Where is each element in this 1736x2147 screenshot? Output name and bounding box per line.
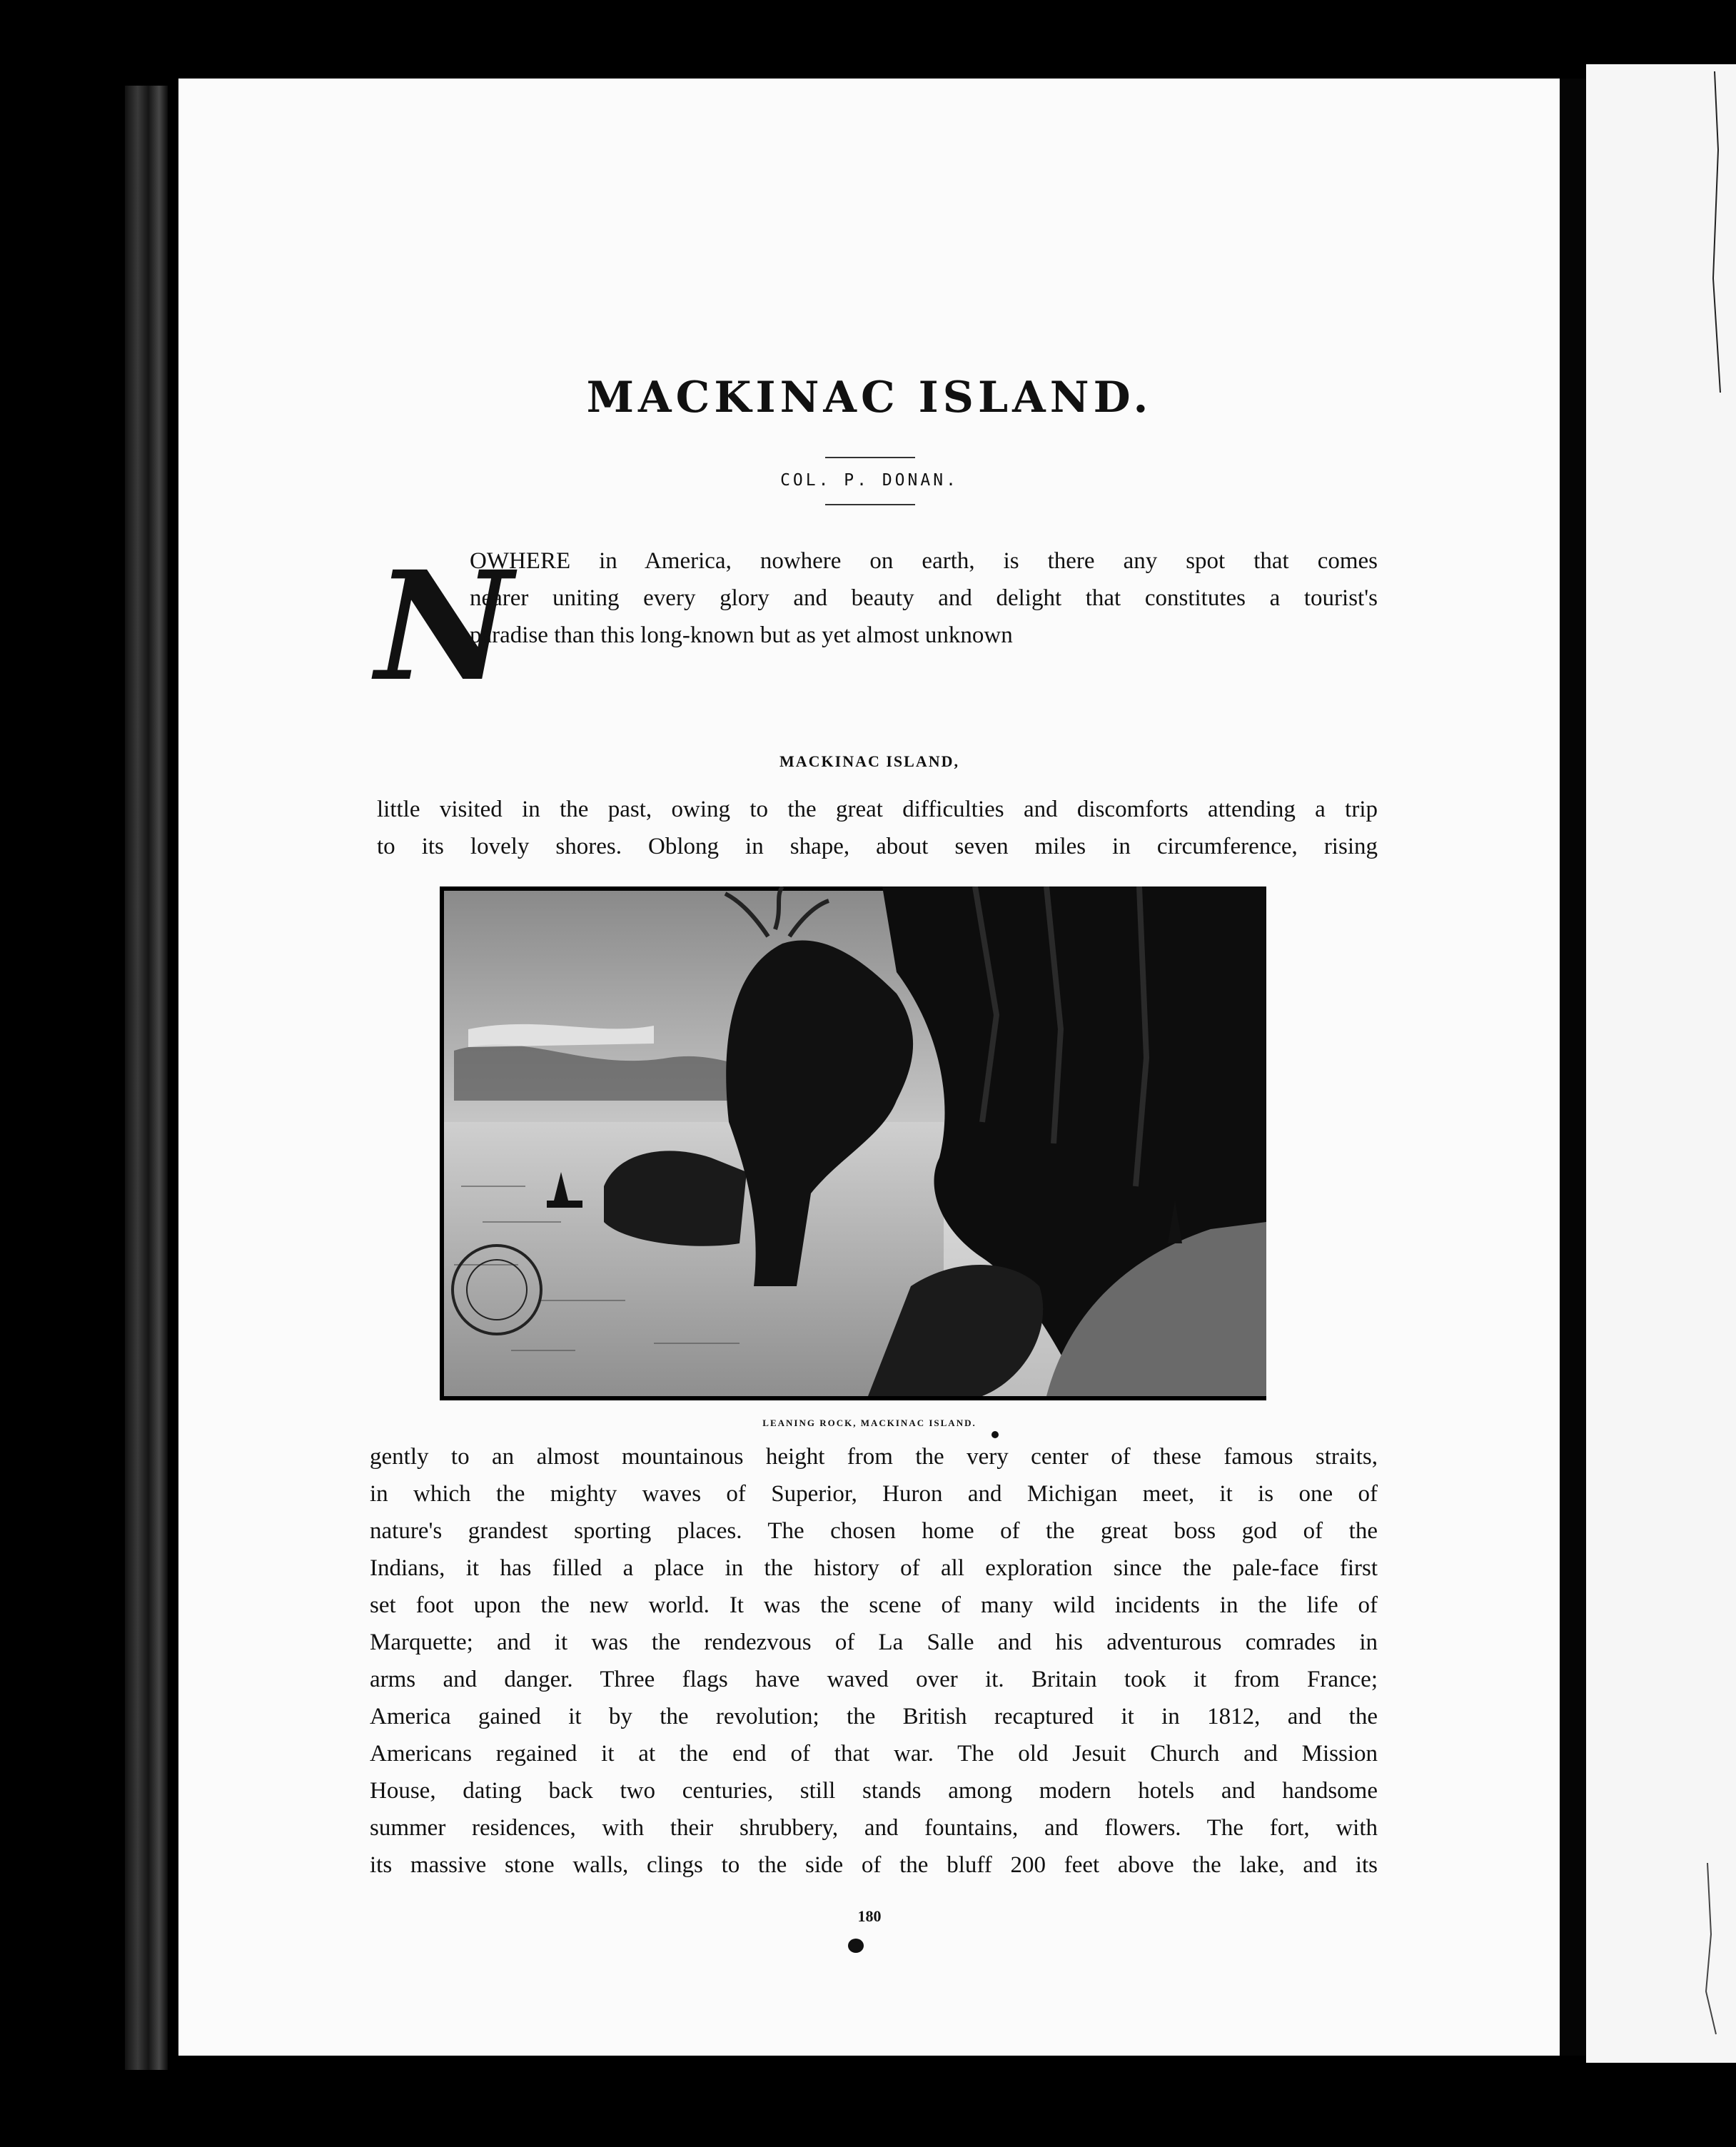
intro-paragraph xyxy=(470,542,1378,654)
body-line: arms and danger. Three flags have waved over it. Britain took it from France; xyxy=(370,1667,1378,1692)
title-rule-bottom xyxy=(825,504,915,505)
gutter-shadow xyxy=(1560,79,1588,2056)
engraving-drawing xyxy=(440,886,1266,1400)
leaning-rock-illustration xyxy=(440,886,1266,1400)
body-line: to its lovely shores. Oblong in shape, about seven miles in circumference, rising xyxy=(377,834,1378,859)
intro-line: nearer uniting every glory and beauty and delight that constitutes a tourist's xyxy=(470,585,1378,611)
body-line: set foot upon the new world. It was the scene of many wild incidents in the life of xyxy=(370,1592,1378,1618)
book-page xyxy=(178,79,1560,2056)
intro-line: OWHERE in America, nowhere on earth, is there any spot that comes xyxy=(470,548,1378,574)
body-line: nature's grandest sporting places. The chosen home of the great boss god of the xyxy=(370,1518,1378,1544)
body-line: Marquette; and it was the rendezvous of La Salle and his adventurous comrades in xyxy=(370,1630,1378,1655)
body-line: America gained it by the revolution; the British recaptured it in 1812, and the xyxy=(370,1704,1378,1729)
ink-blot xyxy=(848,1939,864,1953)
image-caption: LEANING ROCK, MACKINAC ISLAND. xyxy=(762,1418,976,1428)
facing-page-marks xyxy=(1586,64,1736,2063)
page-number: 180 xyxy=(857,1907,882,1925)
title-rule-top xyxy=(825,457,915,458)
drop-cap: N xyxy=(375,538,513,714)
facing-page xyxy=(1586,64,1736,2063)
body-line: its massive stone walls, clings to the side of the bluff 200 feet above the lake, and its xyxy=(370,1852,1378,1878)
body-line: Americans regained it at the end of that war. The old Jesuit Church and Mission xyxy=(370,1741,1378,1767)
body-line: Indians, it has filled a place in the history of all exploration since the pale-face first xyxy=(370,1555,1378,1581)
article-author: COL. P. DONAN. xyxy=(780,471,959,490)
body-line: summer residences, with their shrubbery, and fountains, and flowers. The fort, with xyxy=(370,1815,1378,1841)
body-line: in which the mighty waves of Superior, Huron and Michigan meet, it is one of xyxy=(370,1481,1378,1507)
ink-dot xyxy=(991,1431,999,1438)
paragraph-before-image xyxy=(377,791,1378,865)
body-line: little visited in the past, owing to the great difficulties and discomforts attending a trip xyxy=(377,797,1378,822)
small-rock xyxy=(604,1151,747,1246)
book-spine xyxy=(125,86,168,2070)
section-subheading: MACKINAC ISLAND, xyxy=(779,752,959,770)
body-line: gently to an almost mountainous height from the very center of these famous straits, xyxy=(370,1444,1378,1470)
intro-line: paradise than this long-known but as yet almost unknown xyxy=(470,622,1013,648)
paragraph-after-image xyxy=(370,1438,1378,1884)
canoe xyxy=(547,1201,582,1208)
body-line: House, dating back two centuries, still stands among modern hotels and handsome xyxy=(370,1778,1378,1804)
article-title: MACKINAC ISLAND. xyxy=(586,373,1153,423)
